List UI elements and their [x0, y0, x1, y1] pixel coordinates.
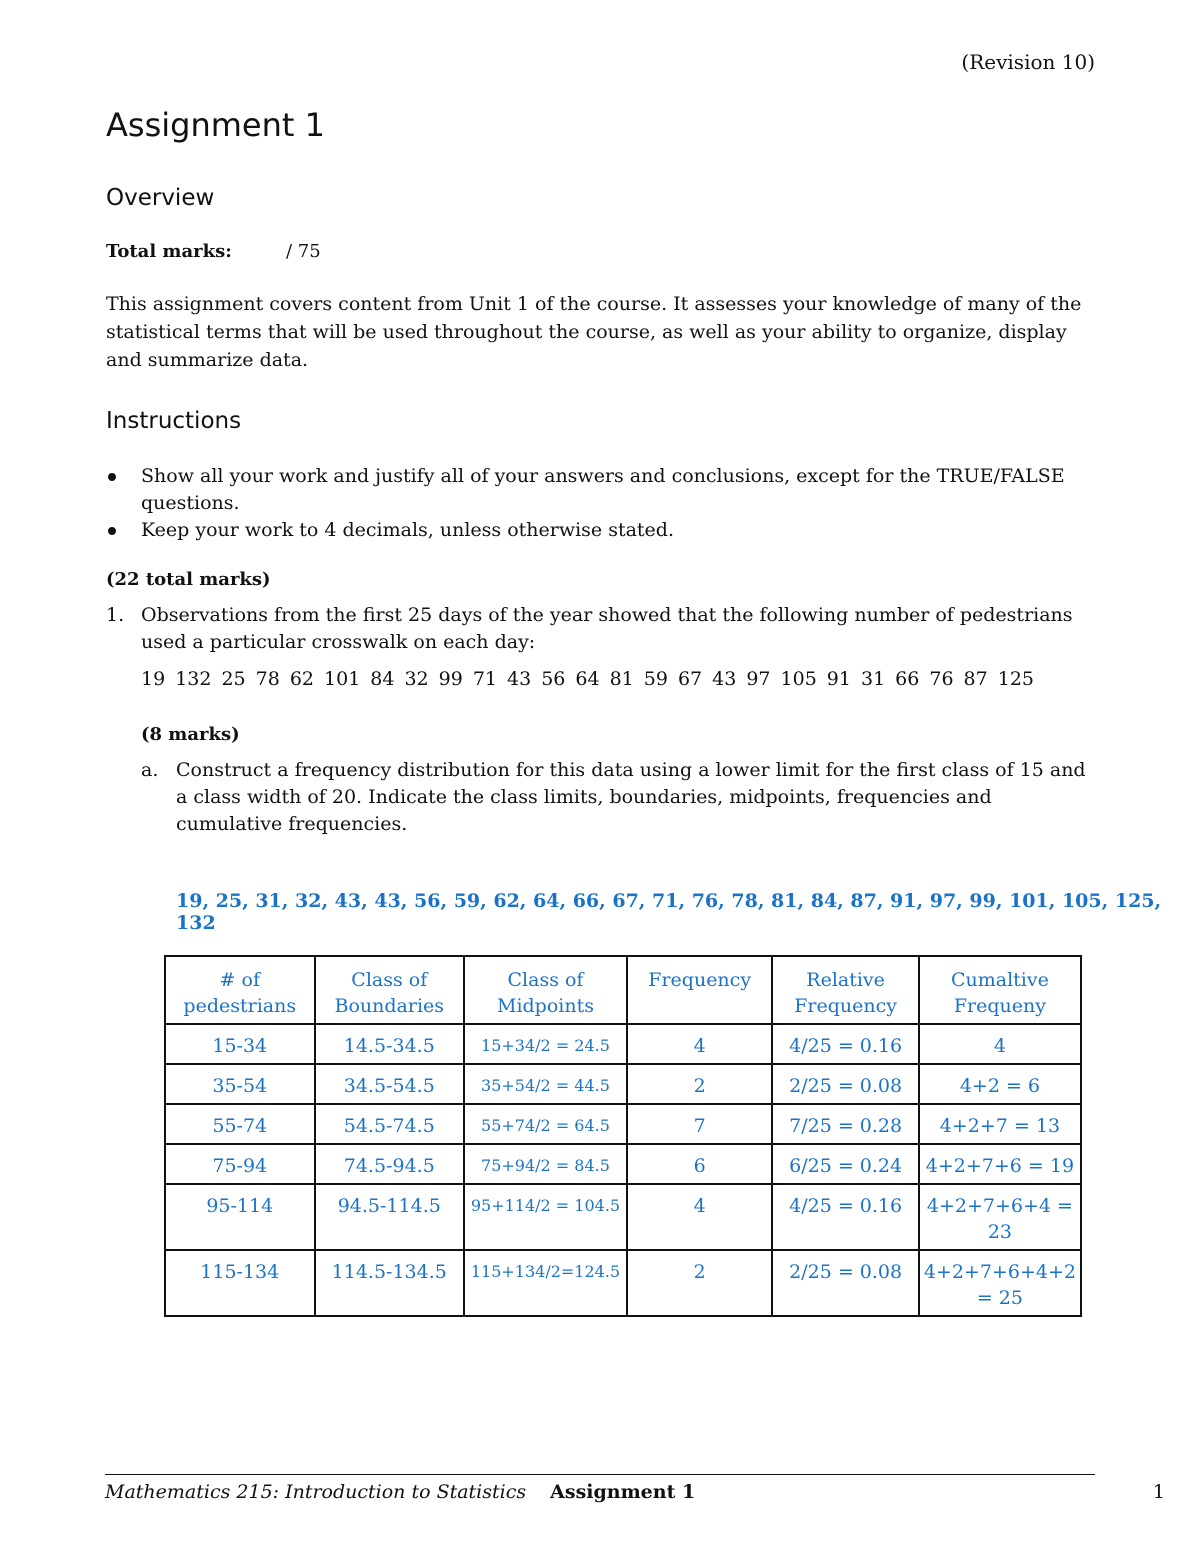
table-cell: 4+2+7+6+4+2 = 25 [919, 1250, 1081, 1316]
instruction-item: Keep your work to 4 decimals, unless otherwise stated. [106, 517, 1096, 544]
footer-course: Mathematics 215: Introduction to Statistics [105, 1481, 527, 1503]
column-header: Cumaltive Frequeny [919, 956, 1081, 1024]
bullet-icon [108, 527, 116, 535]
part-a-marks: (8 marks) [141, 724, 240, 745]
observation-value: 91 [826, 668, 851, 690]
page-title: Assignment 1 [106, 106, 325, 144]
table-cell: 55-74 [165, 1104, 315, 1144]
observation-value: 71 [472, 668, 498, 690]
table-cell: 34.5-54.5 [315, 1064, 464, 1104]
question1-marks: (22 total marks) [106, 569, 271, 590]
table-cell: 54.5-74.5 [315, 1104, 464, 1144]
observation-value: 101 [324, 668, 361, 690]
sorted-data-answer: 19, 25, 31, 32, 43, 43, 56, 59, 62, 64, 66, 67, 71, 76, 78, 81, 84, 87, 91, 97, 99, 101, 105, 125, 132 [176, 890, 1162, 934]
column-header: Class of Midpoints [464, 956, 627, 1024]
table-cell: 15+34/2 = 24.5 [464, 1024, 627, 1064]
instructions-heading: Instructions [106, 408, 242, 434]
table-cell: 115+134/2=124.5 [464, 1250, 627, 1316]
table-cell: 35-54 [165, 1064, 315, 1104]
observation-data [141, 668, 1044, 690]
instruction-item: Show all your work and justify all of your answers and conclusions, except for the TRUE/FALSE questions. [106, 463, 1096, 517]
observation-value: 43 [712, 668, 737, 690]
part-a-text: Construct a frequency distribution for this data using a lower limit for the first class of 15 and a class width of 20. Indicate the class limits, boundaries, midpoints, frequencies and cumulative frequencies. [176, 759, 1086, 835]
table-row [165, 1104, 1081, 1144]
table-cell: 94.5-114.5 [315, 1184, 464, 1250]
table-cell: 95+114/2 = 104.5 [464, 1184, 627, 1250]
observation-value: 78 [255, 668, 280, 690]
part-a [141, 757, 1096, 838]
observation-value: 132 [175, 668, 212, 690]
table-row [165, 1250, 1081, 1316]
observation-value: 97 [746, 668, 771, 690]
table-cell: 2 [627, 1250, 772, 1316]
total-marks-value: / 75 [286, 241, 321, 262]
footer [105, 1481, 695, 1503]
frequency-table [164, 955, 1082, 1317]
observation-value: 84 [370, 668, 395, 690]
table-cell: 7/25 = 0.28 [772, 1104, 918, 1144]
table-cell: 4 [627, 1024, 772, 1064]
table-cell: 4+2+7+6+4 = 23 [919, 1184, 1081, 1250]
observation-value: 64 [575, 668, 600, 690]
observation-value: 67 [677, 668, 703, 690]
table-cell: 35+54/2 = 44.5 [464, 1064, 627, 1104]
observation-value: 56 [541, 668, 566, 690]
column-header: Frequency [627, 956, 772, 1024]
table-cell: 4+2+7+6 = 19 [919, 1144, 1081, 1184]
observation-value: 59 [643, 668, 668, 690]
observation-value: 43 [507, 668, 532, 690]
table-cell: 2/25 = 0.08 [772, 1250, 918, 1316]
observation-value: 32 [404, 668, 429, 690]
observation-value: 125 [997, 668, 1034, 690]
table-cell: 75-94 [165, 1144, 315, 1184]
observation-value: 81 [609, 668, 634, 690]
observation-value: 105 [780, 668, 817, 690]
observation-value: 66 [895, 668, 920, 690]
bullet-icon [108, 473, 116, 481]
observation-value: 87 [963, 668, 988, 690]
total-marks [106, 241, 321, 262]
observation-value: 99 [438, 668, 463, 690]
overview-heading: Overview [106, 185, 215, 211]
revision-label: (Revision 10) [961, 50, 1095, 74]
table-cell: 115-134 [165, 1250, 315, 1316]
table-cell: 4+2 = 6 [919, 1064, 1081, 1104]
table-cell: 4/25 = 0.16 [772, 1024, 918, 1064]
table-row [165, 1184, 1081, 1250]
footer-assignment: Assignment 1 [550, 1481, 696, 1503]
table-cell: 6 [627, 1144, 772, 1184]
observation-value: 25 [221, 668, 246, 690]
observation-value: 31 [860, 668, 886, 690]
table-cell: 7 [627, 1104, 772, 1144]
table-cell: 114.5-134.5 [315, 1250, 464, 1316]
observation-value: 19 [141, 668, 166, 690]
table-cell: 2 [627, 1064, 772, 1104]
instructions-list [106, 463, 1096, 544]
table-cell: 4+2+7 = 13 [919, 1104, 1081, 1144]
table-row [165, 1064, 1081, 1104]
table-header-row [165, 956, 1081, 1024]
table-row [165, 1144, 1081, 1184]
question1 [106, 602, 1096, 656]
table-cell: 4 [627, 1184, 772, 1250]
table-cell: 55+74/2 = 64.5 [464, 1104, 627, 1144]
table-cell: 75+94/2 = 84.5 [464, 1144, 627, 1184]
table-cell: 4/25 = 0.16 [772, 1184, 918, 1250]
table-cell: 4 [919, 1024, 1081, 1064]
column-header: Class of Boundaries [315, 956, 464, 1024]
question1-text: Observations from the first 25 days of the year showed that the following number of pedestrians used a particular crosswalk on each day: [141, 604, 1073, 653]
column-header: Relative Frequency [772, 956, 918, 1024]
page-number: 1 [1152, 1481, 1165, 1503]
table-row [165, 1024, 1081, 1064]
question1-number: 1. [106, 604, 125, 626]
table-cell: 14.5-34.5 [315, 1024, 464, 1064]
table-cell: 2/25 = 0.08 [772, 1064, 918, 1104]
column-header: # of pedestrians [165, 956, 315, 1024]
part-a-letter: a. [141, 759, 159, 781]
table-cell: 15-34 [165, 1024, 315, 1064]
table-cell: 74.5-94.5 [315, 1144, 464, 1184]
observation-value: 62 [289, 668, 315, 690]
table-cell: 95-114 [165, 1184, 315, 1250]
observation-value: 76 [929, 668, 954, 690]
footer-divider [105, 1474, 1095, 1475]
overview-description: This assignment covers content from Unit 1 of the course. It assesses your knowledge of many of the statistical terms that will be used throughout the course, as well as your ability to organize, display and summarize data. [106, 293, 1082, 371]
table-cell: 6/25 = 0.24 [772, 1144, 918, 1184]
total-marks-label: Total marks: [106, 241, 232, 262]
